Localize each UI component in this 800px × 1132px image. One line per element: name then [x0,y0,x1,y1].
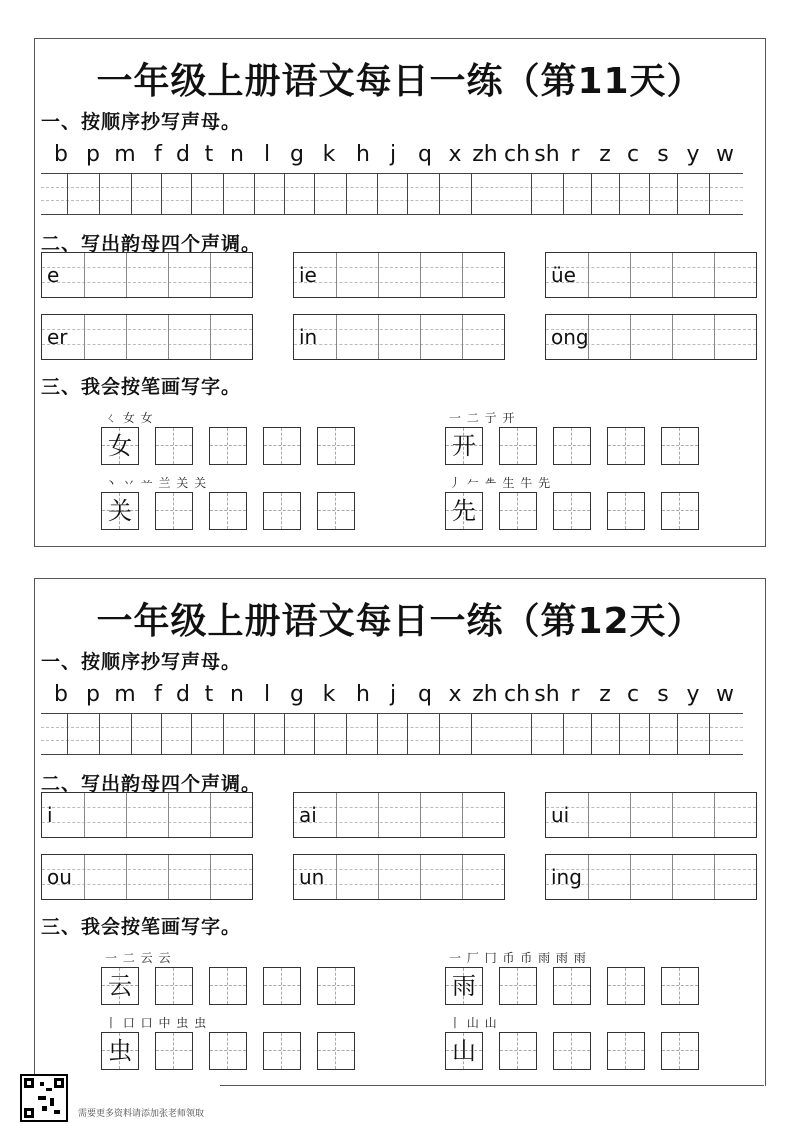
model-character-box [101,427,139,465]
practice-box[interactable] [607,492,645,530]
initial-letter: z [599,142,611,167]
model-character: 山 [452,1037,476,1065]
box-divider [378,793,379,837]
model-character-box [101,967,139,1005]
box-divider [588,253,589,297]
box-divider [714,253,715,297]
footer-note: 需要更多资料请添加张老师领取 [78,1109,205,1119]
box-divider [630,793,631,837]
box-divider [588,855,589,899]
grid-line [407,174,408,214]
practice-box[interactable] [499,427,537,465]
box-divider [630,855,631,899]
initial-letter: g [290,682,304,707]
box-divider [84,793,85,837]
grid-line [254,714,255,754]
stroke-order: 丨 山 山 [449,1016,498,1030]
model-character: 先 [452,497,476,525]
practice-box[interactable] [263,967,301,1005]
box-divider [462,315,463,359]
practice-box[interactable] [263,492,301,530]
initial-letter: r [570,682,580,707]
initial-letter: s [657,682,669,707]
model-character: 开 [452,432,476,460]
divider [220,1085,764,1086]
grid-line [709,174,710,214]
box-divider [210,793,211,837]
initial-letter: s [657,142,669,167]
initial-letter: ch [503,142,531,167]
box-divider [462,855,463,899]
practice-box[interactable] [661,1032,699,1070]
qr-code-icon[interactable] [20,1074,68,1122]
final-label: in [299,325,318,349]
model-character-box [445,1032,483,1070]
worksheet-day-12 [34,578,766,1086]
grid-line [439,714,440,754]
initial-letter: y [686,682,700,707]
grid-line [471,714,472,754]
initial-letter: b [54,142,68,167]
box-divider [630,315,631,359]
initial-letter: p [86,682,100,707]
stroke-order: 一 二 亍 开 [449,411,516,425]
final-tone-box[interactable] [293,854,505,900]
grid-line [563,174,564,214]
grid-line [67,174,68,214]
practice-box[interactable] [155,492,193,530]
initial-letter: t [204,682,214,707]
model-character: 雨 [452,972,476,1000]
grid-line [591,714,592,754]
box-divider [210,315,211,359]
practice-box[interactable] [209,967,247,1005]
writing-lines[interactable] [41,173,743,215]
final-label: ong [551,325,589,349]
box-divider [336,315,337,359]
box-divider [336,793,337,837]
initial-letter: sh [534,142,560,167]
box-divider [672,855,673,899]
initial-letter: h [356,142,370,167]
practice-box[interactable] [499,492,537,530]
initial-letter: b [54,682,68,707]
box-divider [378,315,379,359]
grid-line [67,714,68,754]
grid-line [439,174,440,214]
initial-letter: sh [534,682,560,707]
grid-line [649,714,650,754]
initial-letter: l [263,682,271,707]
initial-letter: zh [472,682,498,707]
final-tone-box[interactable] [293,792,505,838]
grid-line [284,174,285,214]
model-character-box [445,427,483,465]
practice-box[interactable] [553,1032,591,1070]
final-label: e [47,263,60,287]
model-character-box [101,1032,139,1070]
initial-letter: n [230,682,244,707]
box-divider [168,253,169,297]
model-character: 云 [108,972,132,1000]
initial-letter: c [626,682,640,707]
box-divider [630,253,631,297]
initial-letter: j [389,142,397,167]
final-label: ui [551,803,570,827]
grid-line [619,714,620,754]
box-divider [168,315,169,359]
grid-line [314,174,315,214]
final-tone-box[interactable] [545,854,757,900]
box-divider [378,253,379,297]
final-tone-box[interactable] [41,792,253,838]
box-divider [126,855,127,899]
stroke-order: 丶 丷 䒑 兰 关 关 [105,476,208,490]
initial-letter: w [716,682,734,707]
model-character: 关 [108,497,132,525]
stroke-order: ㄑ 女 女 [105,411,154,425]
initials-row [35,682,765,708]
model-character: 女 [108,432,132,460]
final-tone-box[interactable] [41,854,253,900]
grid-line [191,174,192,214]
practice-box[interactable] [317,492,355,530]
practice-box[interactable] [553,967,591,1005]
initial-letter: x [448,682,462,707]
final-tone-box[interactable] [41,314,253,360]
initial-letter: m [114,682,136,707]
box-divider [420,253,421,297]
stroke-order: 丨 口 口 中 虫 虫 [105,1016,208,1030]
initial-letter: t [204,142,214,167]
final-label: er [47,325,68,349]
practice-box[interactable] [553,427,591,465]
page-title: 一年级上册语文每日一练（第11天） [96,61,704,102]
initial-letter: z [599,682,611,707]
box-divider [672,253,673,297]
grid-line [407,714,408,754]
grid-line [161,714,162,754]
page-title: 一年级上册语文每日一练（第12天） [96,601,704,642]
box-divider [420,315,421,359]
stroke-order: 一 二 云 云 [105,951,172,965]
grid-line [531,714,532,754]
grid-line [223,174,224,214]
grid-line [619,174,620,214]
box-divider [714,793,715,837]
practice-box[interactable] [317,427,355,465]
grid-line [314,714,315,754]
box-divider [336,855,337,899]
practice-box[interactable] [317,1032,355,1070]
initial-letter: q [418,682,432,707]
initial-letter: p [86,142,100,167]
grid-line [254,174,255,214]
grid-line [346,714,347,754]
final-label: ing [551,865,582,889]
grid-line [709,714,710,754]
grid-line [346,174,347,214]
initial-letter: m [114,142,136,167]
practice-box[interactable] [661,967,699,1005]
final-label: un [299,865,325,889]
box-divider [84,855,85,899]
initial-letter: c [626,142,640,167]
box-divider [84,253,85,297]
grid-line [649,174,650,214]
practice-box[interactable] [607,427,645,465]
initials-row [35,142,765,168]
practice-box[interactable] [661,492,699,530]
initial-letter: y [686,142,700,167]
practice-box[interactable] [553,492,591,530]
grid-line [161,174,162,214]
section-heading-strokes: 三、我会按笔画写字。 [41,376,242,398]
box-divider [168,793,169,837]
grid-line [131,174,132,214]
box-divider [84,315,85,359]
initial-letter: zh [472,142,498,167]
grid-line [677,174,678,214]
initial-letter: f [154,142,162,167]
box-divider [714,315,715,359]
final-tone-box[interactable] [545,252,757,298]
grid-line [531,174,532,214]
practice-box[interactable] [607,1032,645,1070]
box-divider [210,253,211,297]
grid-line [677,714,678,754]
box-divider [420,855,421,899]
initial-letter: d [176,142,190,167]
grid-line [223,714,224,754]
final-tone-box[interactable] [545,314,757,360]
practice-box[interactable] [499,967,537,1005]
section-heading-tones: 二、写出韵母四个声调。 [41,773,262,795]
final-label: ai [299,803,317,827]
grid-line [191,714,192,754]
initial-letter: r [570,142,580,167]
practice-box[interactable] [209,427,247,465]
practice-box[interactable] [155,967,193,1005]
initial-letter: j [389,682,397,707]
final-label: üe [551,263,576,287]
grid-line [99,714,100,754]
box-divider [168,855,169,899]
stroke-order: 丿 𠂉 𠂒 生 牛 先 [449,476,552,490]
practice-box[interactable] [155,427,193,465]
box-divider [588,793,589,837]
practice-box[interactable] [209,1032,247,1070]
box-divider [420,793,421,837]
initial-letter: k [322,682,336,707]
model-character-box [445,492,483,530]
initial-letter: x [448,142,462,167]
box-divider [672,793,673,837]
practice-box[interactable] [317,967,355,1005]
initial-letter: k [322,142,336,167]
grid-line [563,714,564,754]
grid-line [471,174,472,214]
grid-line [131,714,132,754]
final-label: ie [299,263,317,287]
practice-box[interactable] [661,427,699,465]
box-divider [378,855,379,899]
footer [20,1074,220,1124]
practice-box[interactable] [263,1032,301,1070]
model-character-box [445,967,483,1005]
box-divider [126,253,127,297]
grid-line [591,174,592,214]
worksheet-day-11 [34,38,766,547]
practice-box[interactable] [209,492,247,530]
final-tone-box[interactable] [293,314,505,360]
box-divider [126,315,127,359]
model-character: 虫 [108,1037,132,1065]
initial-letter: q [418,142,432,167]
box-divider [210,855,211,899]
box-divider [336,253,337,297]
writing-lines[interactable] [41,713,743,755]
final-label: i [47,803,53,827]
initial-letter: g [290,142,304,167]
section-heading-tones: 二、写出韵母四个声调。 [41,233,262,255]
section-heading-initials: 一、按顺序抄写声母。 [41,651,242,673]
grid-line [284,714,285,754]
model-character-box [101,492,139,530]
practice-box[interactable] [155,1032,193,1070]
grid-line [99,174,100,214]
section-heading-strokes: 三、我会按笔画写字。 [41,916,242,938]
section-heading-initials: 一、按顺序抄写声母。 [41,111,242,133]
grid-line [377,174,378,214]
practice-box[interactable] [499,1032,537,1070]
initial-letter: ch [503,682,531,707]
initial-letter: l [263,142,271,167]
practice-box[interactable] [263,427,301,465]
box-divider [462,793,463,837]
initial-letter: n [230,142,244,167]
final-tone-box[interactable] [41,252,253,298]
initial-letter: f [154,682,162,707]
initial-letter: w [716,142,734,167]
stroke-order: 一 厂 冂 币 币 雨 雨 雨 [449,951,587,965]
box-divider [462,253,463,297]
initial-letter: d [176,682,190,707]
box-divider [672,315,673,359]
grid-line [377,714,378,754]
final-tone-box[interactable] [293,252,505,298]
practice-box[interactable] [607,967,645,1005]
box-divider [714,855,715,899]
final-label: ou [47,865,72,889]
initial-letter: h [356,682,370,707]
final-tone-box[interactable] [545,792,757,838]
box-divider [126,793,127,837]
